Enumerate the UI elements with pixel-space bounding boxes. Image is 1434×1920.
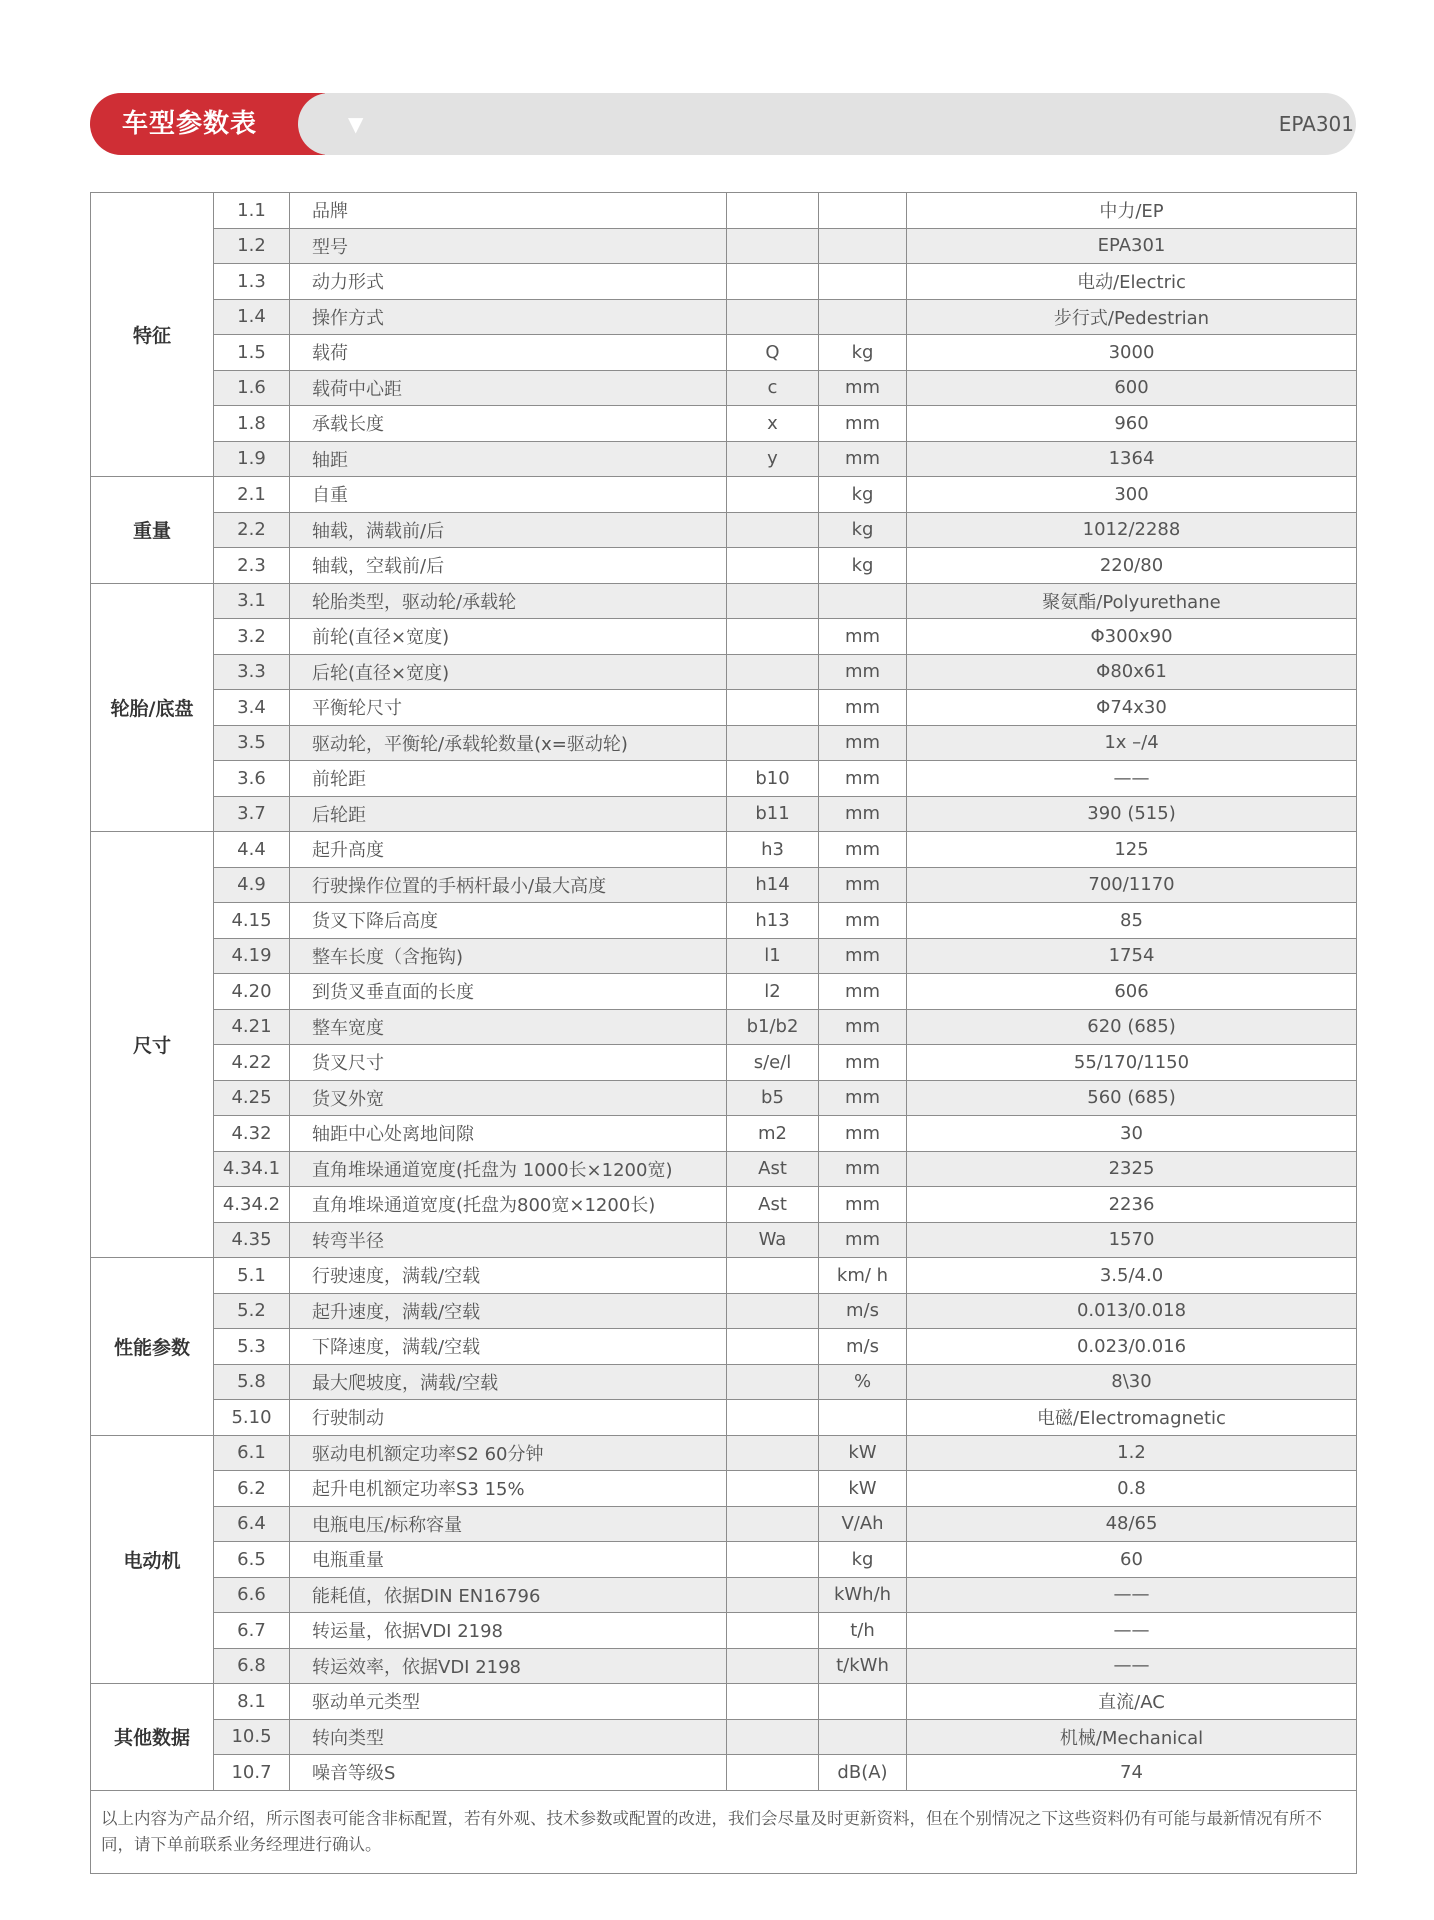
table-row <box>91 264 1357 300</box>
row-value: 电动/Electric <box>907 264 1357 300</box>
row-value: 600 <box>907 370 1357 406</box>
table-row <box>91 832 1357 868</box>
row-value: —— <box>907 1648 1357 1684</box>
row-name: 轮胎类型，驱动轮/承载轮 <box>290 583 727 619</box>
row-number: 3.4 <box>214 690 290 726</box>
table-row <box>91 335 1357 371</box>
row-unit: V/Ah <box>819 1506 907 1542</box>
table-row <box>91 654 1357 690</box>
table-row <box>91 1116 1357 1152</box>
row-name: 电瓶电压/标称容量 <box>290 1506 727 1542</box>
row-name: 能耗值，依据DIN EN16796 <box>290 1577 727 1613</box>
row-name: 载荷中心距 <box>290 370 727 406</box>
row-number: 5.8 <box>214 1364 290 1400</box>
row-value: 560 (685) <box>907 1080 1357 1116</box>
row-unit: mm <box>819 1116 907 1152</box>
row-number: 1.9 <box>214 441 290 477</box>
row-unit: t/h <box>819 1613 907 1649</box>
row-number: 4.21 <box>214 1009 290 1045</box>
category-cell: 性能参数 <box>91 1258 214 1436</box>
row-symbol <box>727 1400 819 1436</box>
row-name: 直角堆垛通道宽度(托盘为 1000长×1200宽) <box>290 1151 727 1187</box>
row-symbol <box>727 477 819 513</box>
row-value: 85 <box>907 903 1357 939</box>
table-row <box>91 299 1357 335</box>
row-unit: mm <box>819 1080 907 1116</box>
row-name: 轴载，满载前/后 <box>290 512 727 548</box>
table-row <box>91 1542 1357 1578</box>
row-unit: t/kWh <box>819 1648 907 1684</box>
row-number: 2.1 <box>214 477 290 513</box>
row-number: 10.7 <box>214 1755 290 1791</box>
row-symbol <box>727 1613 819 1649</box>
row-value: 300 <box>907 477 1357 513</box>
row-value: Φ80x61 <box>907 654 1357 690</box>
table-row <box>91 974 1357 1010</box>
row-value: 390 (515) <box>907 796 1357 832</box>
row-name: 下降速度，满载/空载 <box>290 1329 727 1365</box>
row-number: 6.5 <box>214 1542 290 1578</box>
row-symbol: Wa <box>727 1222 819 1258</box>
row-symbol <box>727 1719 819 1755</box>
row-name: 型号 <box>290 228 727 264</box>
row-number: 6.4 <box>214 1506 290 1542</box>
row-symbol <box>727 193 819 229</box>
row-number: 3.2 <box>214 619 290 655</box>
row-symbol <box>727 583 819 619</box>
row-symbol: h13 <box>727 903 819 939</box>
row-value: —— <box>907 1613 1357 1649</box>
row-name: 货叉尺寸 <box>290 1045 727 1081</box>
table-row <box>91 583 1357 619</box>
row-number: 1.5 <box>214 335 290 371</box>
row-name: 后轮距 <box>290 796 727 832</box>
table-row <box>91 370 1357 406</box>
row-symbol <box>727 654 819 690</box>
table-row <box>91 903 1357 939</box>
row-name: 承载长度 <box>290 406 727 442</box>
row-symbol: Ast <box>727 1151 819 1187</box>
row-name: 前轮(直径×宽度) <box>290 619 727 655</box>
table-row <box>91 867 1357 903</box>
row-unit: mm <box>819 1187 907 1223</box>
table-row <box>91 477 1357 513</box>
row-name: 行驶制动 <box>290 1400 727 1436</box>
row-symbol <box>727 619 819 655</box>
row-number: 6.1 <box>214 1435 290 1471</box>
table-row <box>91 619 1357 655</box>
category-cell: 重量 <box>91 477 214 584</box>
footnote-row <box>91 1790 1357 1873</box>
row-name: 驱动轮，平衡轮/承载轮数量(x=驱动轮) <box>290 725 727 761</box>
row-value: 1364 <box>907 441 1357 477</box>
row-number: 6.7 <box>214 1613 290 1649</box>
row-number: 4.22 <box>214 1045 290 1081</box>
row-value: 960 <box>907 406 1357 442</box>
row-unit: mm <box>819 654 907 690</box>
row-value: 606 <box>907 974 1357 1010</box>
row-unit: mm <box>819 832 907 868</box>
row-unit: mm <box>819 1151 907 1187</box>
row-value: 620 (685) <box>907 1009 1357 1045</box>
row-name: 轴距中心处离地间隙 <box>290 1116 727 1152</box>
row-number: 2.3 <box>214 548 290 584</box>
row-unit: mm <box>819 690 907 726</box>
row-name: 驱动电机额定功率S2 60分钟 <box>290 1435 727 1471</box>
row-unit: kW <box>819 1471 907 1507</box>
row-unit: % <box>819 1364 907 1400</box>
row-unit: mm <box>819 619 907 655</box>
row-unit: mm <box>819 725 907 761</box>
row-value: 1012/2288 <box>907 512 1357 548</box>
row-unit: mm <box>819 761 907 797</box>
row-value: 1x –/4 <box>907 725 1357 761</box>
row-name: 直角堆垛通道宽度(托盘为800宽×1200长) <box>290 1187 727 1223</box>
row-name: 载荷 <box>290 335 727 371</box>
row-symbol: c <box>727 370 819 406</box>
row-name: 操作方式 <box>290 299 727 335</box>
row-value: —— <box>907 761 1357 797</box>
table-row <box>91 938 1357 974</box>
row-unit: mm <box>819 1009 907 1045</box>
chevron-down-icon: ▼ <box>348 112 364 136</box>
table-row <box>91 1187 1357 1223</box>
row-name: 整车长度（含拖钩) <box>290 938 727 974</box>
row-number: 4.9 <box>214 867 290 903</box>
row-unit <box>819 583 907 619</box>
row-symbol <box>727 725 819 761</box>
table-row <box>91 548 1357 584</box>
row-value: 220/80 <box>907 548 1357 584</box>
row-number: 4.34.2 <box>214 1187 290 1223</box>
row-unit <box>819 1719 907 1755</box>
row-unit: mm <box>819 370 907 406</box>
row-number: 5.1 <box>214 1258 290 1294</box>
row-value: 聚氨酯/Polyurethane <box>907 583 1357 619</box>
row-value: 机械/Mechanical <box>907 1719 1357 1755</box>
row-unit: mm <box>819 938 907 974</box>
row-name: 品牌 <box>290 193 727 229</box>
spec-table <box>90 192 1357 1874</box>
row-value: 30 <box>907 1116 1357 1152</box>
row-symbol <box>727 264 819 300</box>
row-value: 直流/AC <box>907 1684 1357 1720</box>
row-number: 1.1 <box>214 193 290 229</box>
row-unit <box>819 1684 907 1720</box>
row-symbol: b1/b2 <box>727 1009 819 1045</box>
row-unit <box>819 264 907 300</box>
row-value: 48/65 <box>907 1506 1357 1542</box>
row-symbol <box>727 1755 819 1791</box>
table-row <box>91 1222 1357 1258</box>
row-name: 动力形式 <box>290 264 727 300</box>
row-number: 4.19 <box>214 938 290 974</box>
row-unit: km/ h <box>819 1258 907 1294</box>
row-unit: mm <box>819 974 907 1010</box>
row-number: 5.2 <box>214 1293 290 1329</box>
row-number: 1.2 <box>214 228 290 264</box>
row-unit <box>819 1400 907 1436</box>
row-unit: mm <box>819 903 907 939</box>
row-unit: kg <box>819 335 907 371</box>
category-cell: 特征 <box>91 193 214 477</box>
row-symbol <box>727 1684 819 1720</box>
row-value: —— <box>907 1577 1357 1613</box>
table-row <box>91 1613 1357 1649</box>
row-symbol <box>727 1329 819 1365</box>
row-value: 55/170/1150 <box>907 1045 1357 1081</box>
row-unit: dB(A) <box>819 1755 907 1791</box>
row-value: 0.8 <box>907 1471 1357 1507</box>
row-unit: mm <box>819 441 907 477</box>
row-number: 3.3 <box>214 654 290 690</box>
row-symbol: y <box>727 441 819 477</box>
row-name: 电瓶重量 <box>290 1542 727 1578</box>
row-number: 6.6 <box>214 1577 290 1613</box>
row-unit: kg <box>819 548 907 584</box>
row-value: 电磁/Electromagnetic <box>907 1400 1357 1436</box>
row-value: 60 <box>907 1542 1357 1578</box>
row-value: 1570 <box>907 1222 1357 1258</box>
row-value: 步行式/Pedestrian <box>907 299 1357 335</box>
row-number: 5.10 <box>214 1400 290 1436</box>
row-unit: kg <box>819 512 907 548</box>
row-symbol: l1 <box>727 938 819 974</box>
footnote: 以上内容为产品介绍，所示图表可能含非标配置，若有外观、技术参数或配置的改进，我们会尽量及时更新资料，但在个别情况之下这些资料仍有可能与最新情况有所不同，请下单前联系业务经理进行确认。 <box>91 1790 1357 1873</box>
table-row <box>91 441 1357 477</box>
row-name: 到货叉垂直面的长度 <box>290 974 727 1010</box>
row-number: 4.4 <box>214 832 290 868</box>
table-row <box>91 1080 1357 1116</box>
row-name: 整车宽度 <box>290 1009 727 1045</box>
row-name: 轴载，空载前/后 <box>290 548 727 584</box>
row-symbol <box>727 1577 819 1613</box>
row-symbol <box>727 1648 819 1684</box>
row-value: Φ74x30 <box>907 690 1357 726</box>
row-unit: mm <box>819 867 907 903</box>
row-symbol <box>727 512 819 548</box>
row-number: 1.6 <box>214 370 290 406</box>
row-symbol <box>727 1293 819 1329</box>
category-cell: 尺寸 <box>91 832 214 1258</box>
row-value: 700/1170 <box>907 867 1357 903</box>
row-symbol <box>727 1258 819 1294</box>
table-row <box>91 1329 1357 1365</box>
table-row <box>91 690 1357 726</box>
row-number: 4.25 <box>214 1080 290 1116</box>
row-symbol: m2 <box>727 1116 819 1152</box>
model-label: EPA301 <box>1278 112 1354 136</box>
row-name: 行驶速度，满载/空载 <box>290 1258 727 1294</box>
row-unit: mm <box>819 406 907 442</box>
row-value: 1754 <box>907 938 1357 974</box>
row-symbol: l2 <box>727 974 819 1010</box>
row-unit: kg <box>819 1542 907 1578</box>
row-number: 4.15 <box>214 903 290 939</box>
row-symbol: s/e/l <box>727 1045 819 1081</box>
row-name: 转运效率，依据VDI 2198 <box>290 1648 727 1684</box>
page-title: 车型参数表 <box>122 109 258 139</box>
row-name: 前轮距 <box>290 761 727 797</box>
row-symbol <box>727 228 819 264</box>
row-name: 轴距 <box>290 441 727 477</box>
table-row <box>91 1400 1357 1436</box>
row-number: 4.35 <box>214 1222 290 1258</box>
row-value: 8\30 <box>907 1364 1357 1400</box>
row-name: 行驶操作位置的手柄杆最小/最大高度 <box>290 867 727 903</box>
row-name: 最大爬坡度，满载/空载 <box>290 1364 727 1400</box>
table-row <box>91 1648 1357 1684</box>
table-row <box>91 1009 1357 1045</box>
row-name: 货叉下降后高度 <box>290 903 727 939</box>
row-name: 转弯半径 <box>290 1222 727 1258</box>
row-name: 驱动单元类型 <box>290 1684 727 1720</box>
row-number: 1.3 <box>214 264 290 300</box>
table-row <box>91 1506 1357 1542</box>
table-row <box>91 1293 1357 1329</box>
row-number: 3.6 <box>214 761 290 797</box>
row-symbol: h3 <box>727 832 819 868</box>
row-name: 噪音等级S <box>290 1755 727 1791</box>
row-unit: m/s <box>819 1293 907 1329</box>
row-symbol <box>727 690 819 726</box>
row-unit: m/s <box>819 1329 907 1365</box>
row-symbol: b11 <box>727 796 819 832</box>
row-symbol <box>727 548 819 584</box>
row-symbol <box>727 1364 819 1400</box>
row-value: 2325 <box>907 1151 1357 1187</box>
table-row <box>91 406 1357 442</box>
row-value: 0.013/0.018 <box>907 1293 1357 1329</box>
row-unit <box>819 193 907 229</box>
category-cell: 其他数据 <box>91 1684 214 1791</box>
table-row <box>91 1151 1357 1187</box>
row-name: 后轮(直径×宽度) <box>290 654 727 690</box>
row-number: 6.2 <box>214 1471 290 1507</box>
table-row <box>91 512 1357 548</box>
table-row <box>91 1577 1357 1613</box>
row-unit: kW <box>819 1435 907 1471</box>
row-number: 1.4 <box>214 299 290 335</box>
row-name: 转运量，依据VDI 2198 <box>290 1613 727 1649</box>
row-value: EPA301 <box>907 228 1357 264</box>
row-number: 8.1 <box>214 1684 290 1720</box>
spec-table-body <box>91 193 1357 1874</box>
row-number: 4.34.1 <box>214 1151 290 1187</box>
row-number: 4.20 <box>214 974 290 1010</box>
table-row <box>91 1755 1357 1791</box>
table-row <box>91 1719 1357 1755</box>
table-row <box>91 761 1357 797</box>
row-name: 起升高度 <box>290 832 727 868</box>
row-symbol <box>727 1506 819 1542</box>
row-name: 自重 <box>290 477 727 513</box>
row-symbol <box>727 299 819 335</box>
row-unit <box>819 228 907 264</box>
row-unit: mm <box>819 1222 907 1258</box>
row-number: 6.8 <box>214 1648 290 1684</box>
row-number: 2.2 <box>214 512 290 548</box>
row-number: 3.7 <box>214 796 290 832</box>
row-symbol <box>727 1542 819 1578</box>
table-row <box>91 193 1357 229</box>
row-value: 0.023/0.016 <box>907 1329 1357 1365</box>
row-value: 3.5/4.0 <box>907 1258 1357 1294</box>
row-name: 平衡轮尺寸 <box>290 690 727 726</box>
row-name: 转向类型 <box>290 1719 727 1755</box>
row-symbol: b10 <box>727 761 819 797</box>
row-symbol: b5 <box>727 1080 819 1116</box>
row-value: 中力/EP <box>907 193 1357 229</box>
row-number: 5.3 <box>214 1329 290 1365</box>
row-name: 起升电机额定功率S3 15% <box>290 1471 727 1507</box>
row-symbol: Q <box>727 335 819 371</box>
table-row <box>91 796 1357 832</box>
row-unit <box>819 299 907 335</box>
category-cell: 轮胎/底盘 <box>91 583 214 832</box>
row-number: 4.32 <box>214 1116 290 1152</box>
row-symbol: x <box>727 406 819 442</box>
row-value: 1.2 <box>907 1435 1357 1471</box>
row-symbol: h14 <box>727 867 819 903</box>
table-row <box>91 1471 1357 1507</box>
table-row <box>91 228 1357 264</box>
row-value: Φ300x90 <box>907 619 1357 655</box>
row-number: 3.5 <box>214 725 290 761</box>
row-value: 3000 <box>907 335 1357 371</box>
row-value: 125 <box>907 832 1357 868</box>
table-row <box>91 1364 1357 1400</box>
table-row <box>91 1684 1357 1720</box>
table-row <box>91 1435 1357 1471</box>
row-value: 74 <box>907 1755 1357 1791</box>
table-row <box>91 1258 1357 1294</box>
category-cell: 电动机 <box>91 1435 214 1684</box>
table-row <box>91 725 1357 761</box>
row-name: 起升速度，满载/空载 <box>290 1293 727 1329</box>
row-number: 1.8 <box>214 406 290 442</box>
row-number: 3.1 <box>214 583 290 619</box>
row-number: 10.5 <box>214 1719 290 1755</box>
row-value: 2236 <box>907 1187 1357 1223</box>
row-name: 货叉外宽 <box>290 1080 727 1116</box>
row-unit: kWh/h <box>819 1577 907 1613</box>
row-symbol: Ast <box>727 1187 819 1223</box>
row-unit: mm <box>819 1045 907 1081</box>
row-symbol <box>727 1435 819 1471</box>
row-unit: mm <box>819 796 907 832</box>
row-symbol <box>727 1471 819 1507</box>
row-unit: kg <box>819 477 907 513</box>
table-row <box>91 1045 1357 1081</box>
